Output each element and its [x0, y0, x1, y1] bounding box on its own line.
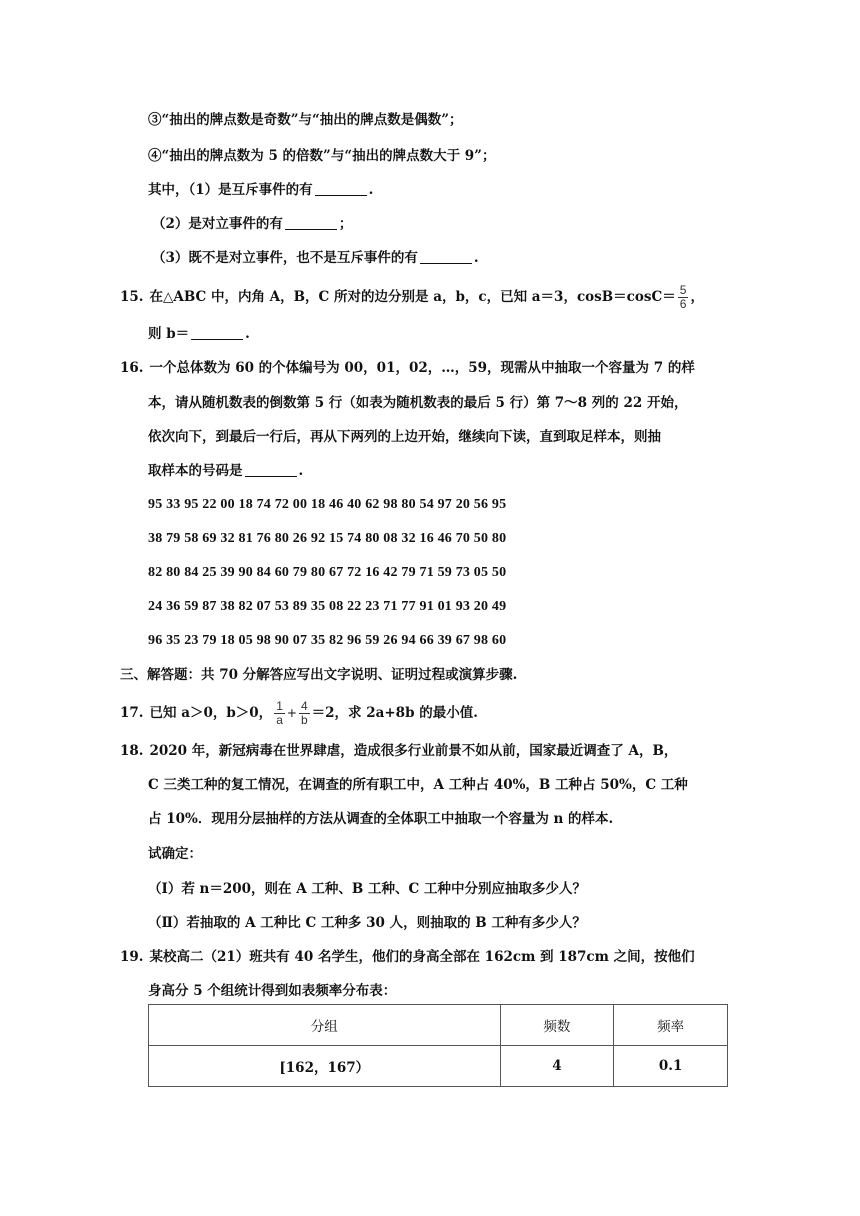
- question-18-line3: 占 10%．现用分层抽样的方法从调查的全体职工中抽取一个容量为 n 的样本.: [148, 811, 614, 827]
- sub-question-2: （2）是对立事件的有 ；: [152, 216, 353, 232]
- answer-blank: [285, 215, 337, 230]
- fraction: $\frac{5}{6}$: [679, 283, 687, 311]
- question-number: 18.: [120, 743, 144, 759]
- random-number-row: 95 33 95 22 00 18 74 72 00 18 46 40 62 98 80 54 97 20 56 95: [148, 497, 507, 512]
- question-16-line3: 依次向下，到最后一行后，再从下两列的上边开始，继续向下读，直到取足样本，则抽: [148, 429, 661, 445]
- fraction: $\frac{4}{b}$: [300, 699, 308, 727]
- table-header-cell: 频数: [500, 1005, 614, 1046]
- sub-question-3: （3）既不是对立事件，也不是互斥事件的有 .: [152, 250, 479, 266]
- sub-question-1: 其中，（1）是互斥事件的有 .: [148, 182, 374, 198]
- table-header-row: [149, 1005, 728, 1046]
- question-15: 15. 在△ABC 中，内角 A，B，C 所对的边分别是 a，b，c，已知 a＝3，cosB＝cosC＝ $\frac{5}{6}$ ，: [120, 283, 704, 311]
- table-cell: 0.1: [614, 1046, 728, 1087]
- question-19-line2: 身高分 5 个组统计得到如表频率分布表：: [148, 983, 397, 999]
- question-18: 18. 2020 年，新冠病毒在世界肆虐，造成很多行业前景不如从前，国家最近调查了 A，B，: [120, 743, 678, 759]
- random-number-row: 96 35 23 79 18 05 98 90 07 35 82 96 59 26 94 66 39 67 98 60: [148, 633, 507, 648]
- answer-blank: [245, 462, 297, 477]
- random-number-row: 82 80 84 25 39 90 84 60 79 80 67 72 16 42 79 71 59 73 05 50: [148, 565, 507, 580]
- question-17: 17. 已知 a＞0，b＞0， $\frac{1}{a}$ + $\frac{4}{b}$ ＝2，求 2a+8b 的最小值.: [120, 699, 478, 727]
- table-cell: 4: [500, 1046, 614, 1087]
- answer-blank: [420, 249, 472, 264]
- table-row: [149, 1046, 728, 1087]
- question-number: 17.: [120, 705, 144, 721]
- question-number: 16.: [120, 360, 144, 376]
- question-16-line2: 本，请从随机数表的倒数第 5 行（如表为随机数表的最后 5 行）第 7～8 列的 22 开始，: [148, 395, 688, 411]
- random-number-row: 38 79 58 69 32 81 76 80 26 92 15 74 80 08 32 16 46 70 50 80: [148, 531, 507, 546]
- question-16-line4: 取样本的号码是 .: [148, 463, 304, 479]
- question-18-part1: （Ⅰ）若 n＝200，则在 A 工种、B 工种、C 工种中分别应抽取多少人？: [148, 881, 586, 897]
- table-cell: [162，167）: [149, 1046, 501, 1087]
- random-number-row: 24 36 59 87 38 82 07 53 89 35 08 22 23 71 77 91 01 93 20 49: [148, 599, 507, 614]
- table-header-cell: 分组: [149, 1005, 501, 1046]
- option-4: ④“抽出的牌点数为 5 的倍数”与“抽出的牌点数大于 9”；: [148, 148, 496, 164]
- question-number: 19.: [120, 949, 144, 965]
- table-header-cell: 频率: [614, 1005, 728, 1046]
- question-15-line2: 则 b＝ .: [148, 326, 250, 342]
- fraction: $\frac{1}{a}$: [276, 699, 283, 727]
- answer-blank: [191, 325, 243, 340]
- question-18-line4: 试确定：: [148, 846, 202, 862]
- answer-blank: [315, 181, 367, 196]
- question-18-part2: （Ⅱ）若抽取的 A 工种比 C 工种多 30 人，则抽取的 B 工种有多少人？: [148, 915, 586, 931]
- question-18-line2: C 三类工种的复工情况，在调查的所有职工中，A 工种占 40%，B 工种占 50%，C 工种: [148, 777, 688, 793]
- question-19: 19. 某校高二（21）班共有 40 名学生，他们的身高全部在 162cm 到 187cm 之间，按他们: [120, 949, 695, 965]
- frequency-table: [148, 1004, 728, 1087]
- question-number: 15.: [120, 289, 144, 305]
- question-16: 16. 一个总体数为 60 的个体编号为 00，01，02，…，59，现需从中抽取一个容量为 7 的样: [120, 360, 695, 376]
- section-heading: 三、解答题：共 70 分解答应写出文字说明、证明过程或演算步骤.: [120, 667, 518, 683]
- option-3: ③“抽出的牌点数是奇数”与“抽出的牌点数是偶数”；: [148, 112, 463, 128]
